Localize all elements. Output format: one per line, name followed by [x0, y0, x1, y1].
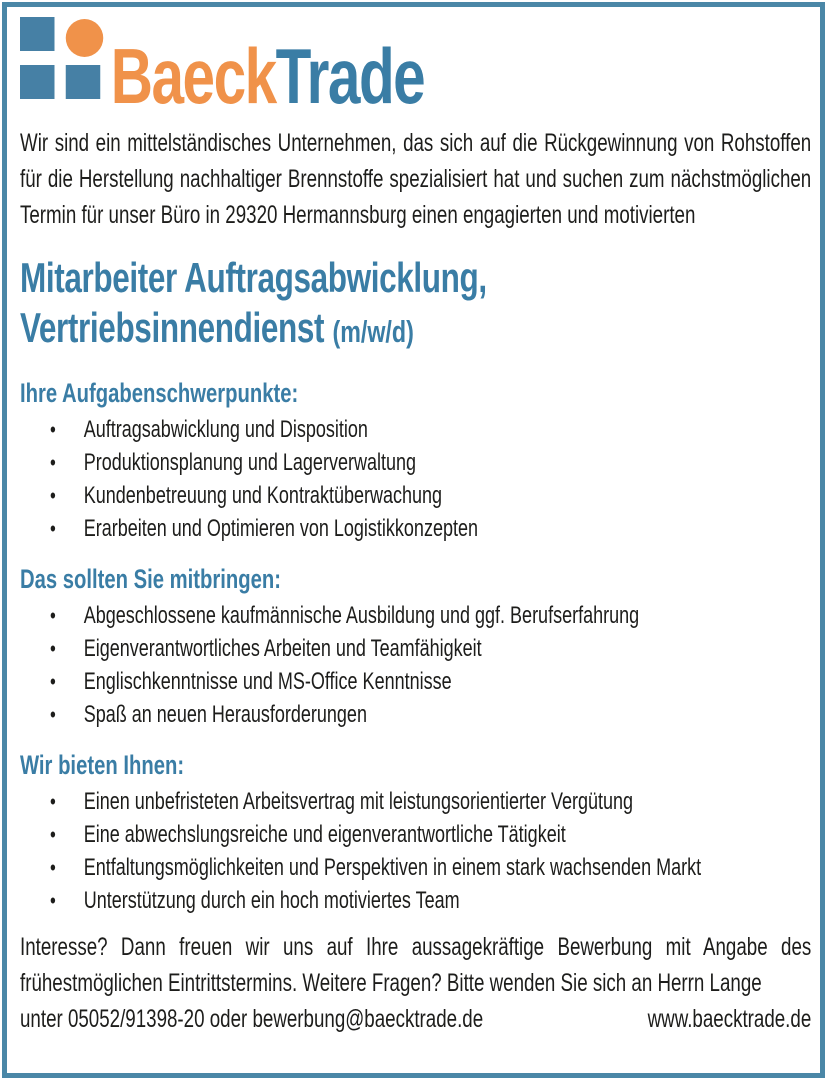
list-item [20, 632, 811, 665]
list-item [20, 479, 811, 512]
content [20, 17, 811, 1037]
list-item-text: Abgeschlossene kaufmännische Ausbildung und ggf. Berufserfahrung [83, 602, 640, 629]
logo-text-baeck: Baeck [110, 32, 276, 120]
company-logo [20, 17, 811, 120]
tasks-list [20, 413, 811, 545]
requirements-list [20, 599, 811, 731]
job-title-line1: Mitarbeiter Auftragsabwicklung, [20, 254, 487, 301]
list-item-text: Auftragsabwicklung und Disposition [83, 416, 368, 443]
logo-square-bottom-right [66, 65, 101, 99]
list-item [20, 413, 811, 446]
list-item-text: Kundenbetreuung und Kontraktüberwachung [83, 482, 443, 509]
list-item-text: Unterstützung durch ein hoch motiviertes Team [83, 887, 460, 914]
benefits-list [20, 785, 811, 917]
list-item-text: Englischkenntnisse und MS-Office Kenntnisse [83, 668, 452, 695]
logo-square-bottom-left [20, 65, 55, 99]
list-item [20, 884, 811, 917]
section-heading-requirements: Das sollten Sie mitbringen: [20, 564, 282, 594]
contact-phone-email: unter 05052/91398-20 oder bewerbung@baecktrade.de [20, 1005, 484, 1033]
list-item-text: Eine abwechslungsreiche und eigenverantwortliche Tätigkeit [83, 821, 566, 848]
intro-paragraph: Wir sind ein mittelständisches Unternehmen, das sich auf die Rückgewinnung von Rohstoffen für die Herstellung nachhaltiger Brennstoffe spezialisiert hat und suchen zum nächstmöglichen Termin für unser Büro in 29320 Hermannsburg einen engagierten und motivierten [20, 129, 812, 229]
job-ad-page [2, 2, 825, 1078]
section-heading-benefits: Wir bieten Ihnen: [20, 750, 185, 780]
logo-circle-icon [66, 19, 104, 57]
list-item-text: Eigenverantwortliches Arbeiten und Teamfähigkeit [83, 635, 482, 662]
list-item [20, 665, 811, 698]
list-item [20, 698, 811, 731]
logo-text-trade: Trade [275, 32, 425, 120]
job-title [20, 253, 811, 357]
company-website: www.baecktrade.de [647, 1005, 812, 1033]
logo-wordmark [110, 32, 425, 120]
list-item-text: Entfaltungsmöglichkeiten und Perspektiven in einem stark wachsenden Markt [83, 854, 702, 881]
job-title-line2: Vertriebsinnendienst [20, 304, 325, 351]
logo-squares-icon [20, 17, 100, 99]
list-item-text: Erarbeiten und Optimieren von Logistikkonzepten [83, 515, 478, 542]
list-item [20, 599, 811, 632]
list-item [20, 851, 811, 884]
closing-paragraph: Interesse? Dann freuen wir uns auf Ihre aussagekräftige Bewerbung mit Angabe des frühestmöglichen Eintrittstermins. Weitere Fragen? Bitte wenden Sie sich an Herrn Lange [20, 933, 812, 997]
list-item [20, 785, 811, 818]
list-item [20, 512, 811, 545]
logo-square-top-left [20, 17, 55, 51]
list-item-text: Produktionsplanung und Lagerverwaltung [83, 449, 416, 476]
list-item [20, 446, 811, 479]
section-heading-tasks: Ihre Aufgabenschwerpunkte: [20, 378, 299, 408]
list-item-text: Spaß an neuen Herausforderungen [83, 701, 367, 728]
list-item [20, 818, 811, 851]
contact-line [20, 1001, 811, 1037]
list-item-text: Einen unbefristeten Arbeitsvertrag mit leistungsorientierter Vergütung [83, 788, 634, 815]
job-title-gender-suffix: (m/w/d) [332, 314, 414, 349]
